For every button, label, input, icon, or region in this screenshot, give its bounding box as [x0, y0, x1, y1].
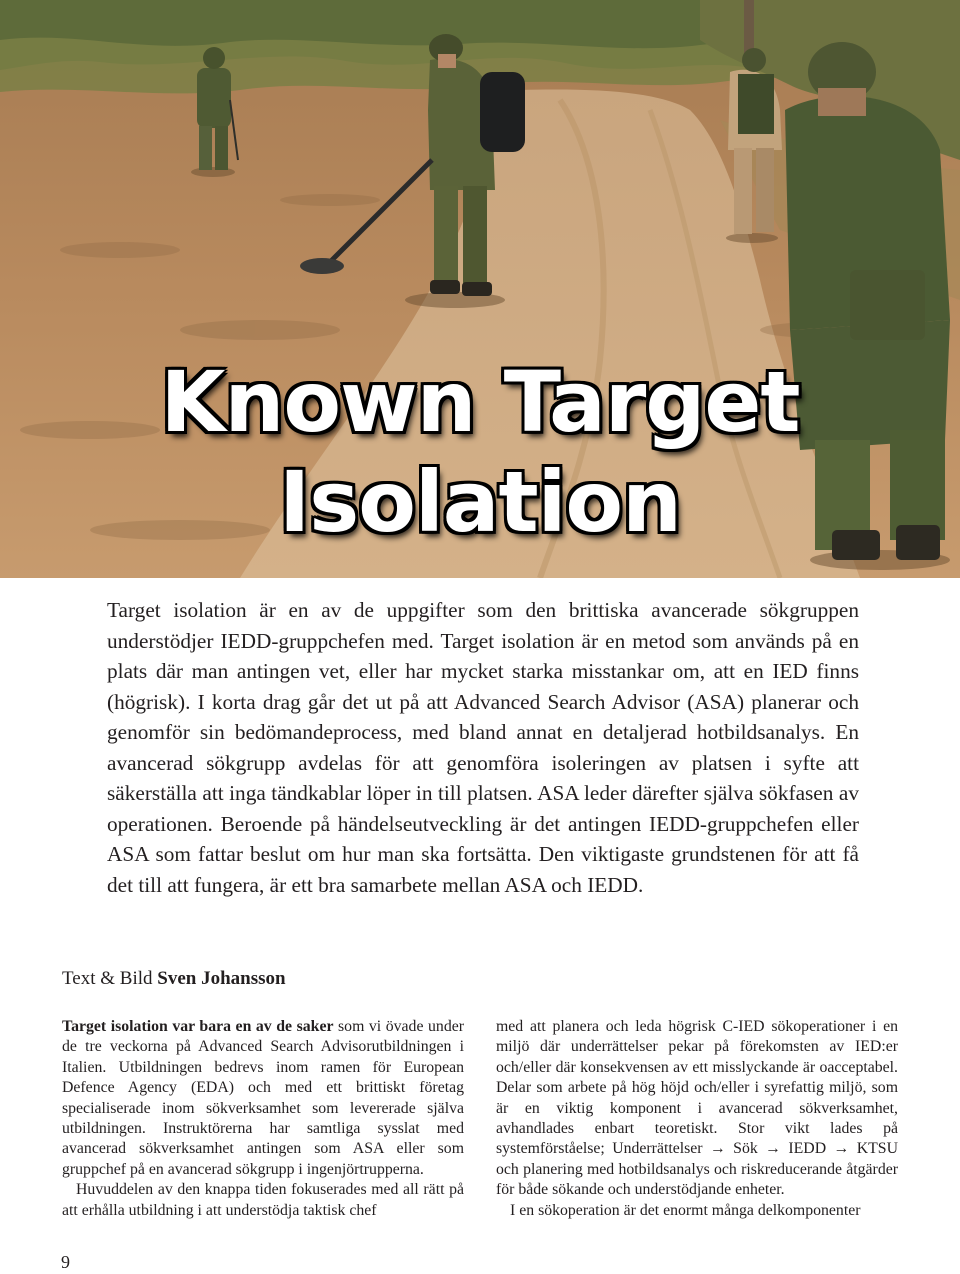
byline-author: Sven Johansson [157, 968, 286, 989]
hero-photo [0, 0, 960, 578]
title-line-2: Isolation [279, 453, 681, 551]
page-number: 9 [61, 1252, 70, 1272]
left-column-paragraph-1 [62, 1017, 464, 1180]
intro-paragraph: Target isolation är en av de uppgifter som den brittiska avancerade sökgruppen understödjer IEDD-gruppchefen med. Target isolation är en metod som används på en plats där man antingen vet, eller har mycket starka misstankar om, att en IED finns (högrisk). I korta drag går det ut på att Advanced Search Advisor (ASA) planerar och genomför sin bedömandeprocess, med bland annat en detaljerad hotbildsanalys. En avancerad sökgrupp avdelas för att genomföra isoleringen av platsen i syfte att säkerställa att inga tändkablar löper in till platsen. ASA leder därefter själva sökfasen av operationen. Beroende på händelseutveckling är det antingen IEDD-gruppchefen eller ASA som fattar beslut om hur man ska fortsätta. Den viktigaste grundstenen för att få det till att fungera, är ett bra samarbete mellan ASA och IEDD. [107, 598, 859, 897]
byline [62, 968, 286, 990]
byline-prefix: Text & Bild [62, 968, 158, 989]
left-column-paragraph-2: Huvuddelen av den knappa tiden fokuserades med all rätt på att erhålla utbildning i att understödja taktisk chef [62, 1181, 464, 1219]
page-title [0, 352, 960, 552]
left-column [62, 1017, 464, 1221]
right-column-paragraph-1: med att planera och leda högrisk C-IED sökoperationer i en miljö där underrättelser pekar på förekomsten av IED:er och/eller där konsekvensen av ett misslyckande är oacceptabel. Delar som arbete på hög höjd och/eller i syrefattig miljö, som är en viktig komponent i avancerad sökverksamhet, avhandlades enbart teoretiskt. Stor vikt lades på systemförståelse; Underrättelser → Sök → IEDD → KTSU och planering med hotbildsanalys och riskreducerande åtgärder för både sökande och understödjande enheter. [496, 1018, 898, 1199]
title-line-1: Known Target [160, 353, 800, 451]
lead-in-bold: Target isolation var bara en av de saker [62, 1018, 334, 1035]
right-column-paragraph-2: I en sökoperation är det enormt många delkomponenter [510, 1201, 861, 1219]
right-column [496, 1017, 898, 1221]
left-column-paragraph-1-text: som vi övade under de tre veckorna på Advanced Search Advisorutbildningen i Italien. Utbildningen bedrevs inom ramen för European Defence Agency (EDA) och med ett brittiskt företag specialiserade inom sökverksamhet som levererade själva utbildningen. Instruktörerna har samtliga sysslat med avancerad sökverksamhet antingen som ASA eller som gruppchef på en avancerad sökgrupp i ingenjörtrupperna. [62, 1018, 464, 1178]
